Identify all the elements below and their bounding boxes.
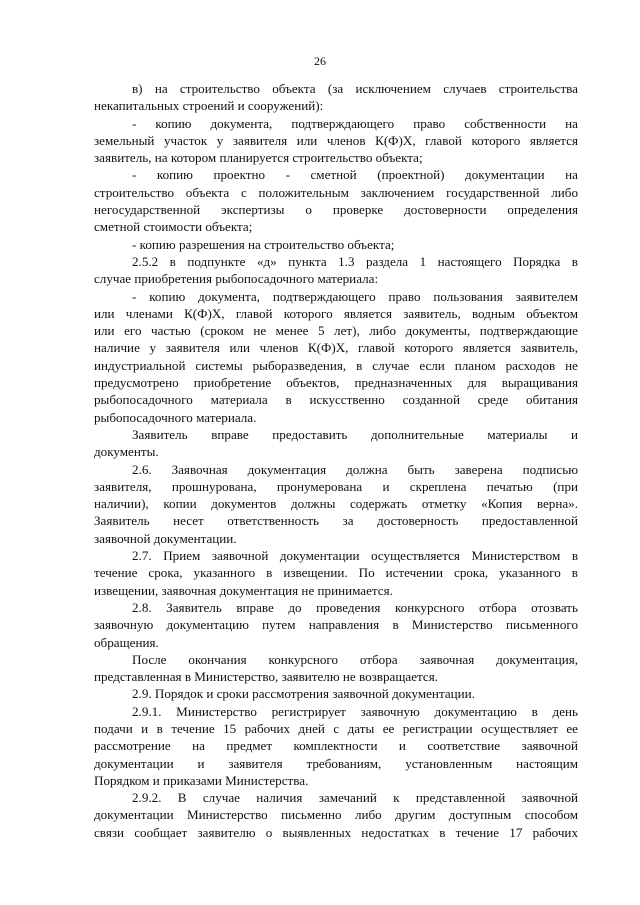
text-line: документации Министерство письменно либо другим доступным способом [94, 807, 578, 823]
text-line: негосударственной экспертизы о проверке достоверности определения [94, 202, 578, 218]
text-line: 2.9.2. В случае наличия замечаний к представленной заявочной [132, 790, 578, 806]
document-body [94, 80, 578, 841]
text-line: наличии), копии документов должны содержать отметку «Копия верна». [94, 496, 578, 512]
text-line: течение срока, указанного в извещении. По истечении срока, указанного в [94, 565, 578, 581]
text-line: - копию проектно - сметной (проектной) документации на [132, 167, 578, 183]
text-line: рыбопосадочного материала. [94, 409, 257, 425]
text-line: После окончания конкурсного отбора заявочная документация, [132, 651, 578, 667]
text-line: 2.5.2 в подпункте «д» пункта 1.3 раздела 1 настоящего Порядка в [132, 253, 578, 269]
text-line: заявочной документации. [94, 530, 237, 546]
text-line: рыбопосадочного материала в искусственно созданной среде обитания [94, 392, 578, 408]
text-line: 2.6. Заявочная документация должна быть заверена подписью [132, 461, 578, 477]
text-line: строительство объекта с положительным заключением государственной либо [94, 184, 578, 200]
text-line: рассмотрение на предмет комплектности и соответствие заявочной [94, 738, 578, 754]
text-line: в) на строительство объекта (за исключением случаев строительства [132, 81, 578, 96]
text-line: заявитель, на котором планируется строительство объекта; [94, 150, 423, 166]
text-line: земельный участок у заявителя или членов К(Ф)Х, главой которого является [94, 132, 578, 148]
text-line: или его частью (сроком не менее 5 лет), либо документы, подтверждающие [94, 323, 578, 339]
text-line: индустриальной системы рыборазведения, в случае если планом расходов не [94, 357, 578, 373]
text-line: 2.7. Прием заявочной документации осуществляется Министерством в [132, 548, 578, 564]
text-line: подачи и в течение 15 рабочих дней с даты ее регистрации осуществляет ее [94, 720, 578, 736]
text-line: обращения. [94, 634, 159, 650]
text-line: 2.9. Порядок и сроки рассмотрения заявочной документации. [132, 686, 475, 702]
text-line: извещении, заявочная документация не принимается. [94, 582, 393, 598]
text-line: представленная в Министерство, заявителю не возвращается. [94, 669, 439, 685]
text-line: 2.9.1. Министерство регистрирует заявочную документацию в день [132, 703, 578, 719]
text-line: или членами К(Ф)Х, главой которого является заявитель, водным объектом [94, 305, 578, 321]
text-line: заявителя, прошнурована, пронумерована и скреплена печатью (при [94, 478, 578, 494]
text-line: предусмотрено приобретение объектов, предназначенных для выращивания [94, 375, 578, 391]
text-line: сметной стоимости объекта; [94, 219, 253, 235]
text-line: - копию документа, подтверждающего право пользования заявителем [132, 288, 578, 304]
text-line: Заявитель несет ответственность за достоверность предоставленной [94, 513, 578, 529]
text-line: - копию документа, подтверждающего право собственности на [132, 115, 578, 131]
text-line: документации и заявителя требованиям, установленным настоящим [94, 755, 578, 771]
page-number: 26 [314, 54, 326, 68]
text-line: - копию разрешения на строительство объекта; [132, 236, 395, 252]
text-line: заявочную документацию путем направления в Министерство письменного [94, 617, 578, 633]
text-line: связи сообщает заявителю о выявленных недостатках в течение 17 рабочих [94, 824, 578, 840]
text-line: наличие у заявителя или членов К(Ф)Х, главой которого является заявитель, [94, 340, 578, 356]
text-line: Заявитель вправе предоставить дополнительные материалы и [132, 426, 578, 442]
text-line: 2.8. Заявитель вправе до проведения конкурсного отбора отозвать [132, 599, 578, 615]
text-line: некапитальных строений и сооружений): [94, 98, 324, 114]
text-line: документы. [94, 444, 159, 460]
text-line: Порядком и приказами Министерства. [94, 772, 309, 788]
text-line: случае приобретения рыбопосадочного материала: [94, 271, 379, 287]
